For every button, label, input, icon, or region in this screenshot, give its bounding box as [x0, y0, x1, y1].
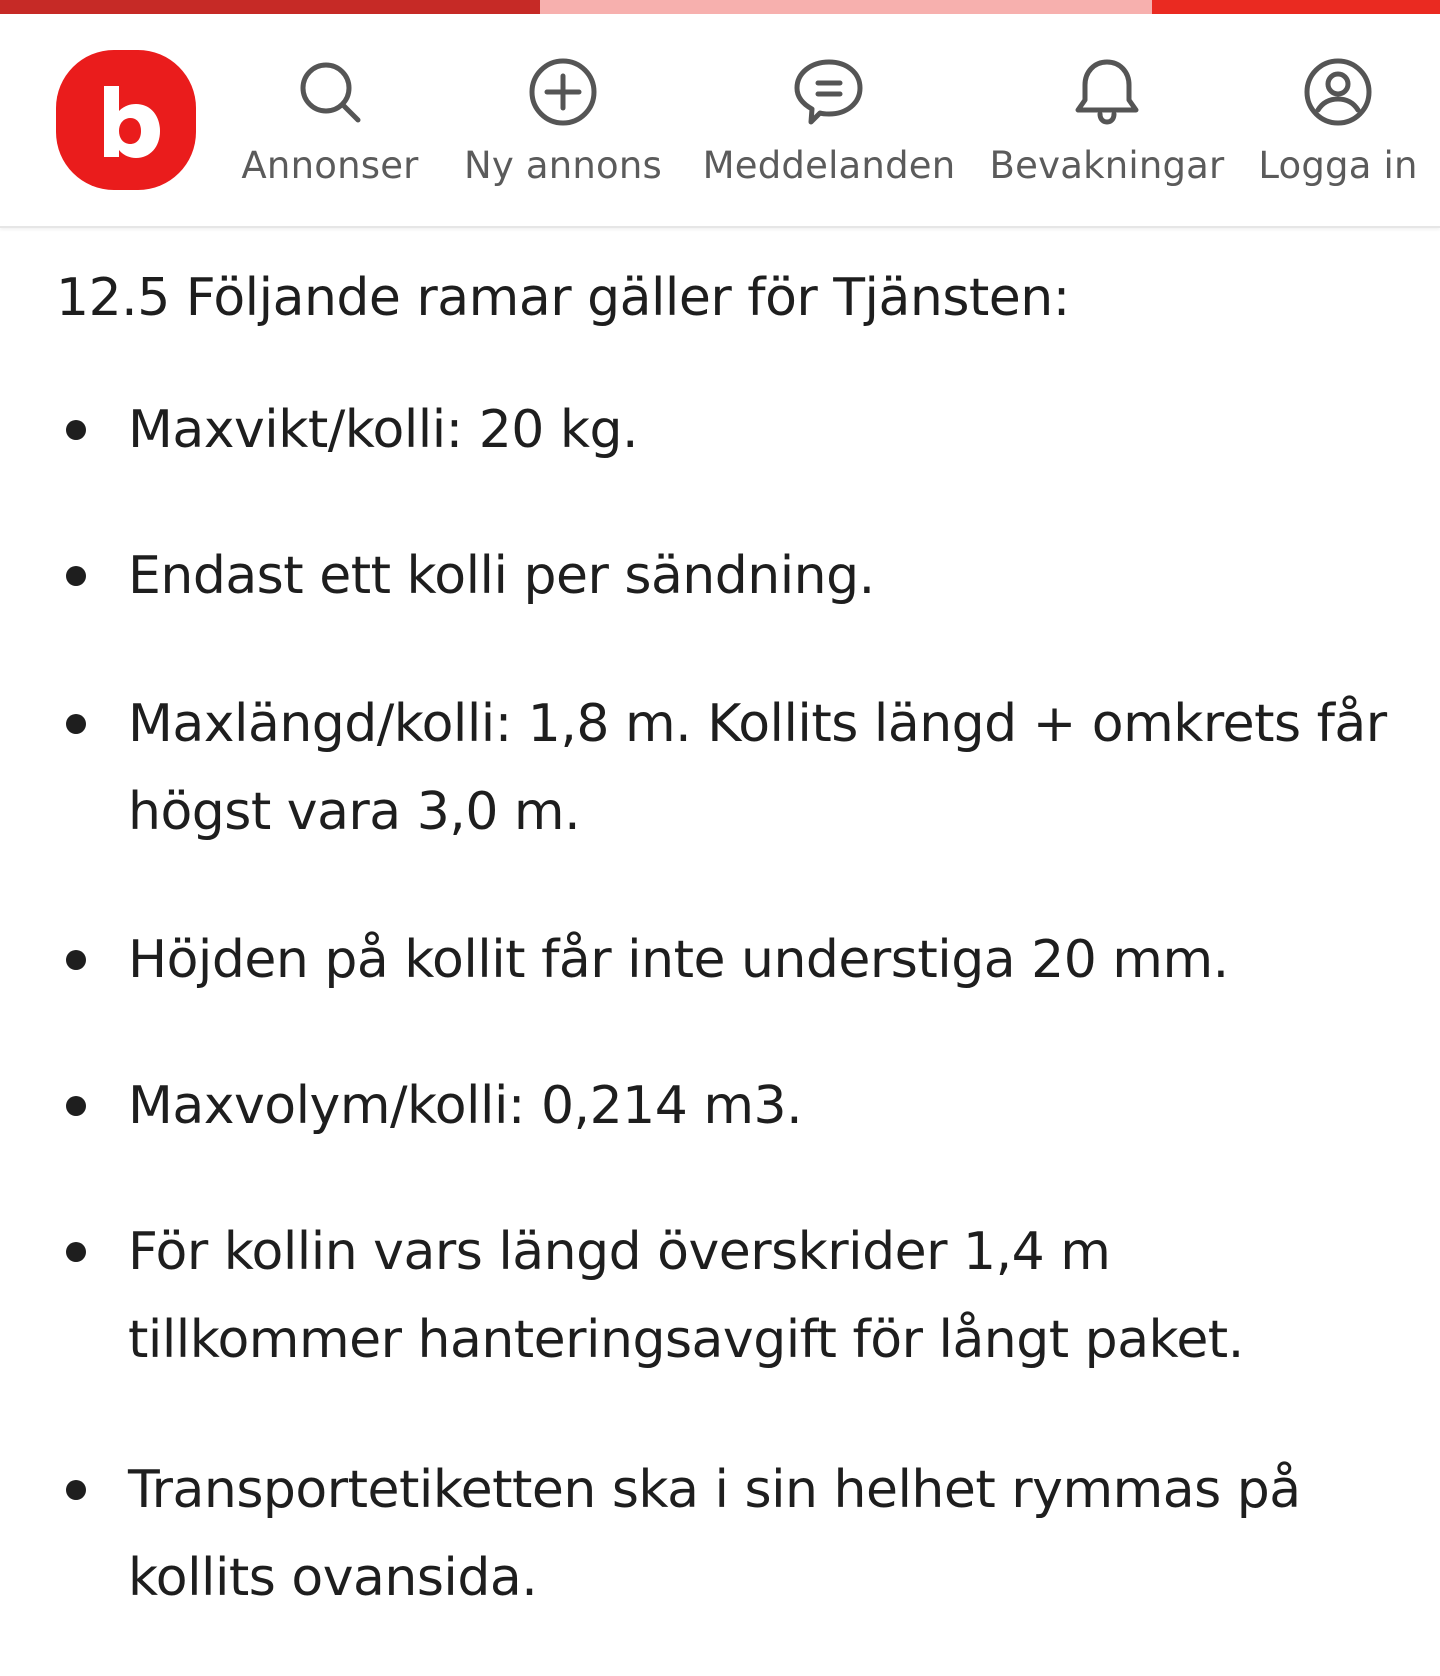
- nav-label-logga-in: Logga in: [1258, 144, 1418, 187]
- nav-label-ny-annons: Ny annons: [463, 144, 663, 187]
- rule-text: Transportetiketten ska i sin helhet rymmas på kollits ovansida.: [128, 1460, 1301, 1608]
- plus-circle-icon: [521, 50, 605, 134]
- rule-text: Höjden på kollit får inte understiga 20 mm.: [128, 930, 1229, 990]
- stripe-segment-dark: [0, 0, 540, 14]
- section-title: 12.5 Följande ramar gäller för Tjänsten:: [56, 268, 1070, 328]
- top-progress-stripe: [0, 0, 1440, 14]
- bullet-icon: [66, 1096, 86, 1116]
- site-logo[interactable]: [56, 50, 196, 190]
- nav-item-ny-annons[interactable]: [458, 50, 668, 200]
- stripe-segment-light: [540, 0, 1152, 14]
- nav-item-logga-in[interactable]: [1258, 50, 1418, 200]
- bullet-icon: [66, 950, 86, 970]
- bullet-icon: [66, 1242, 86, 1262]
- bullet-icon: [66, 566, 86, 586]
- chat-bubble-icon: [787, 50, 871, 134]
- stripe-segment-bright: [1152, 0, 1440, 14]
- search-icon: [288, 50, 372, 134]
- nav-label-meddelanden: Meddelanden: [702, 144, 956, 187]
- rule-text: För kollin vars längd överskrider 1,4 m tillkommer hanteringsavgift för långt paket.: [128, 1222, 1244, 1370]
- nav-item-annonser[interactable]: [240, 50, 420, 200]
- bullet-icon: [66, 714, 86, 734]
- user-circle-icon: [1296, 50, 1380, 134]
- nav-label-bevakningar: Bevakningar: [989, 144, 1225, 187]
- nav-label-annonser: Annonser: [241, 144, 419, 187]
- nav-item-bevakningar[interactable]: [989, 50, 1225, 200]
- rule-text: Maxvolym/kolli: 0,214 m3.: [128, 1076, 803, 1136]
- bullet-icon: [66, 420, 86, 440]
- logo-b-icon: [56, 50, 196, 190]
- rule-text: Endast ett kolli per sändning.: [128, 546, 875, 606]
- bullet-icon: [66, 1480, 86, 1500]
- nav-item-meddelanden[interactable]: [702, 50, 956, 200]
- site-header: [0, 14, 1440, 228]
- rule-text: Maxlängd/kolli: 1,8 m. Kollits längd + omkrets får högst vara 3,0 m.: [128, 694, 1387, 842]
- terms-content: [56, 256, 1396, 1608]
- rule-text: Maxvikt/kolli: 20 kg.: [128, 400, 639, 460]
- bell-icon: [1065, 50, 1149, 134]
